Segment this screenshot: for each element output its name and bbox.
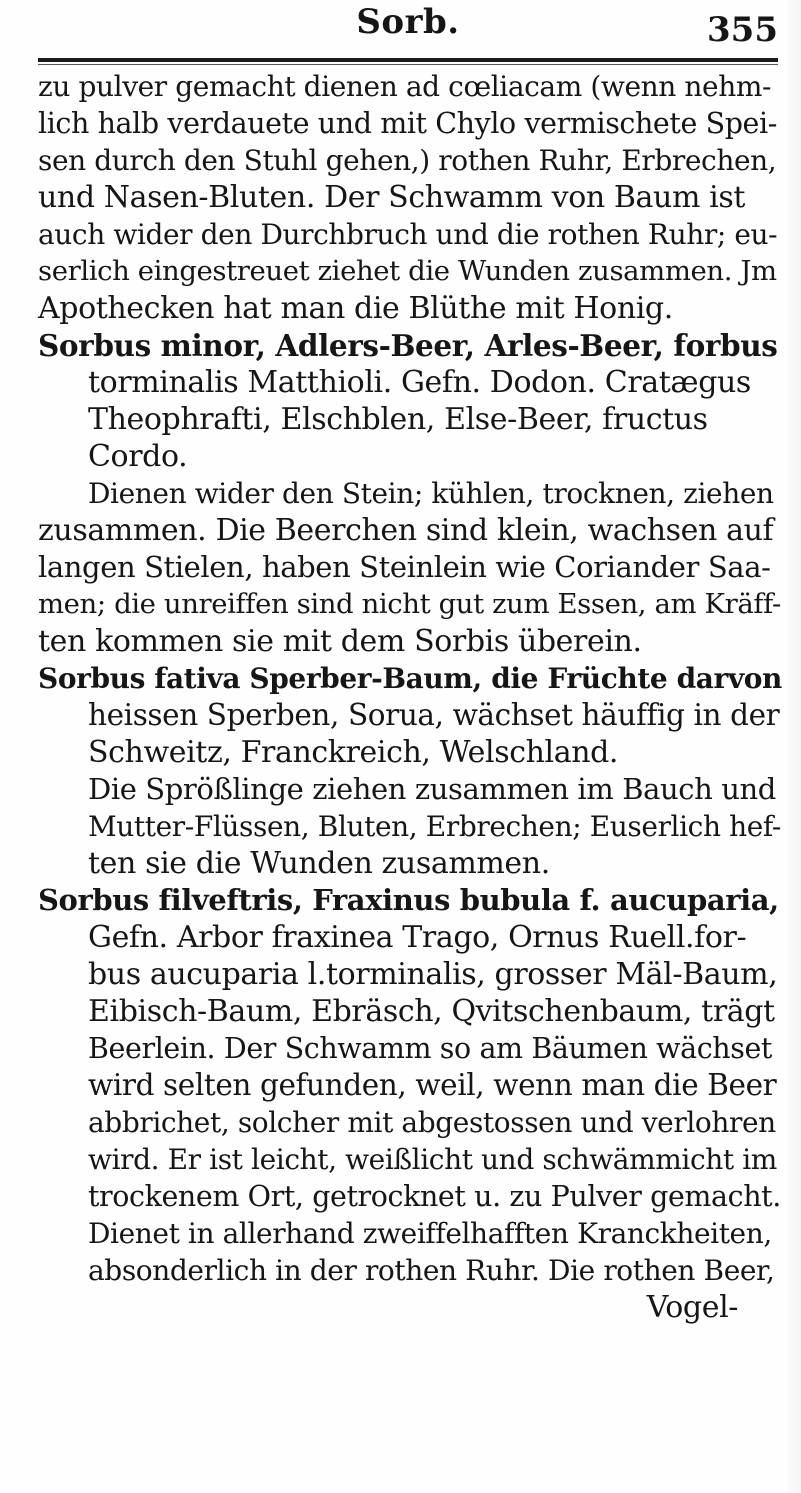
text-line: Die Sprößlinge ziehen zusammen im Bauch und <box>88 772 776 806</box>
body-text <box>38 68 782 1326</box>
entry-heading-sorbus-minor: Sorbus minor, Adlers-Beer, Arles-Beer, forbus <box>38 328 778 363</box>
text-line: serlich eingestreuet ziehet die Wunden zusammen. Jm <box>38 255 777 287</box>
text-line: heissen Sperben, Sorua, wächset häuffig in der <box>88 698 780 732</box>
text-line: Gefn. Arbor fraxinea Trago, Ornus Ruell.for- <box>88 920 747 955</box>
entry-heading-sorbus-sativa: Sorbus fativa Sperber-Baum, die Früchte darvon <box>38 662 782 695</box>
text-line: Cordo. <box>88 439 188 474</box>
text-line: Beerlein. Der Schwamm so am Bäumen wächset <box>88 1032 772 1065</box>
text-line: Eibisch-Baum, Ebräsch, Qvitschenbaum, trägt <box>88 994 775 1029</box>
text-line: und Nasen-Bluten. Der Schwamm von Baum ist <box>38 180 745 215</box>
text-line: wird. Er ist leicht, weißlicht und schwämmicht im <box>88 1143 777 1176</box>
header-rule <box>38 58 778 62</box>
text-line: ten kommen sie mit dem Sorbis überein. <box>38 624 642 659</box>
text-line: Theophrafti, Elschblen, Else-Beer, fructus <box>88 402 708 437</box>
text-line: Dienen wider den Stein; kühlen, trocknen, ziehen <box>88 477 774 510</box>
text-line: sen durch den Stuhl gehen,) rothen Ruhr, Erbrechen, <box>38 144 777 177</box>
entry-heading-sorbus-silvestris: Sorbus filveftris, Fraxinus bubula f. aucuparia, <box>38 883 779 917</box>
text-line: ten sie die Wunden zusammen. <box>88 846 550 881</box>
text-line: Schweitz, Franckreich, Welschland. <box>88 735 619 770</box>
text-line: zusammen. Die Beerchen sind klein, wachsen auf <box>38 513 774 548</box>
text-line: Apothecken hat man die Blüthe mit Honig. <box>38 291 673 326</box>
text-line: auch wider den Durchbruch und die rothen Ruhr; eu- <box>38 218 778 251</box>
header-rule-thin <box>38 64 778 65</box>
text-line: trockenem Ort, getrocknet u. zu Pulver gemacht. <box>88 1180 781 1213</box>
text-line: langen Stielen, haben Steinlein wie Coriander Saa- <box>38 550 771 584</box>
running-head: Sorb. <box>356 2 460 42</box>
page-edge-shadow <box>783 0 801 1493</box>
text-line: bus aucuparia l.torminalis, grosser Mäl-Baum, <box>88 957 778 992</box>
text-line: abbrichet, solcher mit abgestossen und verlohren <box>88 1106 776 1139</box>
page-header <box>38 0 778 64</box>
text-line: Dienet in allerhand zweiffelhafften Kranckheiten, <box>88 1217 772 1250</box>
text-line: wird selten gefunden, weil, wenn man die Beer <box>88 1068 777 1102</box>
text-line: Mutter-Flüssen, Bluten, Erbrechen; Euserlich hef- <box>88 810 781 843</box>
text-line: men; die unreiffen sind nicht gut zum Essen, am Kräff- <box>38 588 781 620</box>
page-number: 355 <box>707 10 778 50</box>
text-line: absonderlich in der rothen Ruhr. Die rothen Beer, <box>88 1254 775 1287</box>
text-line: lich halb verdauete und mit Chylo vermischete Spei- <box>38 107 777 140</box>
text-line: zu pulver gemacht dienen ad cœliacam (wenn nehm- <box>38 70 772 103</box>
catchword: Vogel- <box>646 1290 738 1325</box>
text-line: torminalis Matthioli. Gefn. Dodon. Cratægus <box>88 365 751 400</box>
